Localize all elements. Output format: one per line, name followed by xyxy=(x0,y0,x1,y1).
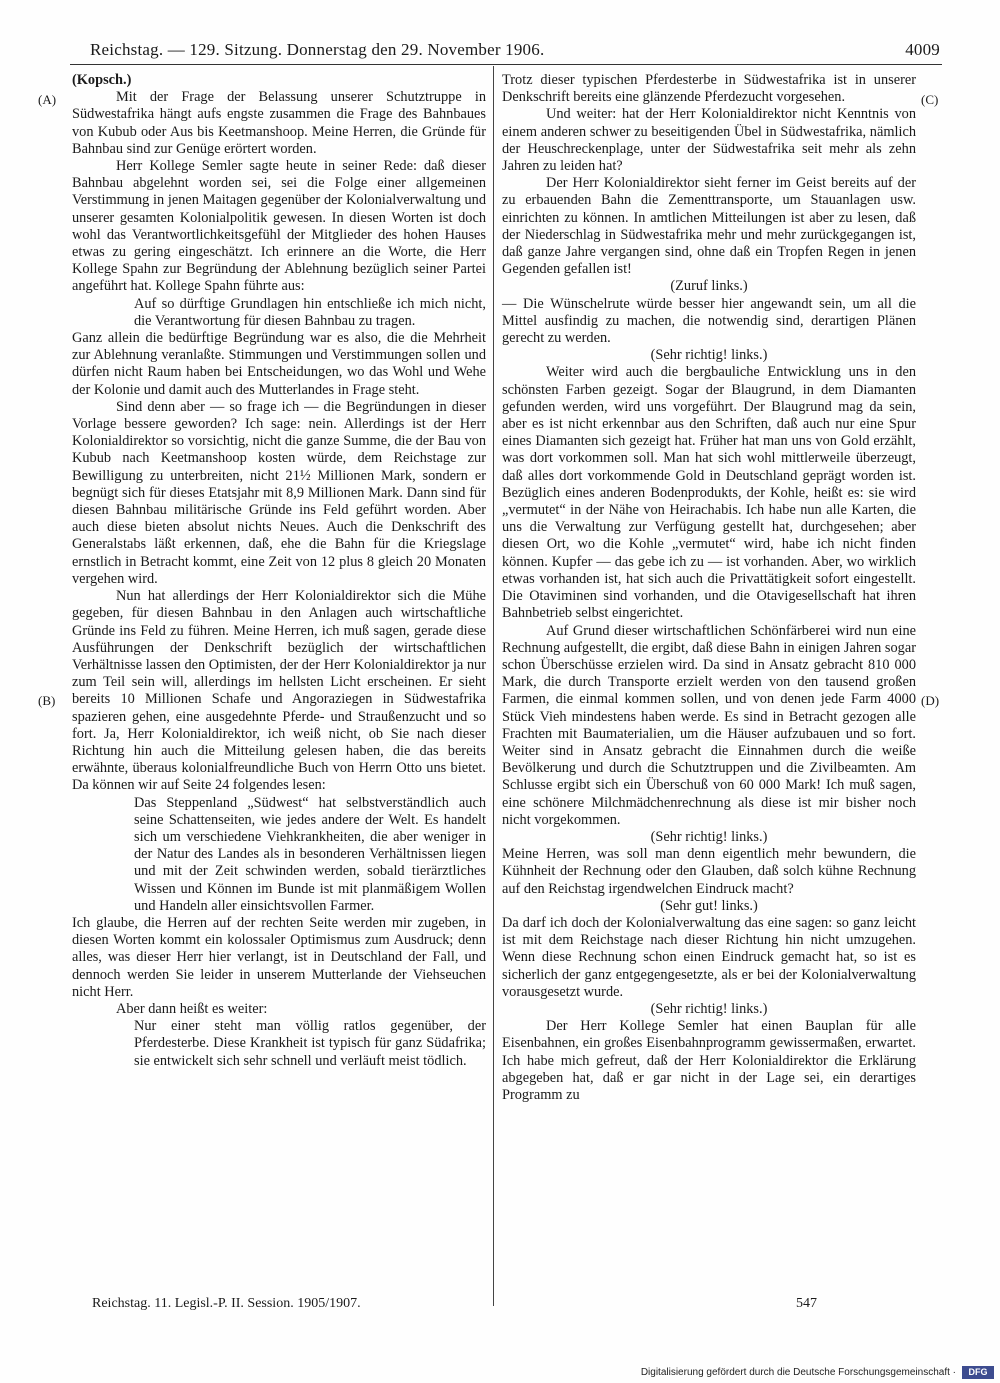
block-quote: Das Steppenland „Südwest“ hat selbstverständlich auch seine Schattenseiten, wie jedes andere der Welt. Es handelt sich um verschiedene Viehkrankheiten, die aber weniger in der Natur des Landes als in besonderen Verhältnissen liegen und mit der Zeit schwinden werden, sobald tierärztliches Wissen und Können im Bunde ist mit planmäßigem Wollen und Handeln aller einsichtsvollen Farmer. xyxy=(134,794,486,914)
block-quote: Auf so dürftige Grundlagen hin entschließe ich mich nicht, die Verantwortung für diesen Bahnbau zu tragen. xyxy=(134,295,486,329)
paragraph: — Die Wünschelrute würde besser hier angewandt sein, um all die Mittel ausfindig zu machen, die notwendig sind, derartigen Plänen gerecht zu werden. xyxy=(502,295,916,347)
paragraph: Aber dann heißt es weiter: xyxy=(116,1000,268,1017)
dfg-logo: DFG xyxy=(962,1366,994,1379)
paragraph: Ich glaube, die Herren auf der rechten Seite werden mir zugeben, in diesen Worten kommt ein kolossaler Optimismus zum Ausdruck; denn alles, was dieser Herr hier verlangt, ist in Deutschland der Fall, und dennoch werden Sie leider in unserem Mutterlande der Viehseuchen nicht Herr. xyxy=(72,914,486,1000)
paragraph: Herr Kollege Semler sagte heute in seiner Rede: daß dieser Bahnbau abgelehnt worden sei, sei die Folge einer allgemeinen Verstimmung in jenen Maitagen gegenüber der Kolonialverwaltung und unserer gesamten Kolonialpolitik gewesen. In diesen Worten ist doch wohl das Verantwortlichkeitsgefühl der Mitglieder des hohen Hauses etwas zu gering eingeschätzt. Ich erinnere an die Worte, die Herr Kollege Spahn zur Begründung der Ablehnung bezüglich seiner Partei angeführt hat. Kollege Spahn führte aus: xyxy=(72,158,486,295)
footer-signature-number: 547 xyxy=(796,1296,817,1311)
block-quote: Nur einer steht man völlig ratlos gegenüber, der Pferdesterbe. Diese Krankheit ist typisch für ganz Südafrika; sie entwickelt sich sehr schnell und verläuft meist tödlich. xyxy=(134,1018,486,1069)
margin-marker-a: (A) xyxy=(38,92,57,107)
footer-source: Reichstag. 11. Legisl.-P. II. Session. 1905/1907. xyxy=(92,1296,361,1311)
header-title: Reichstag. — 129. Sitzung. Donnerstag den 29. November 1906. xyxy=(90,40,545,59)
page-number: 4009 xyxy=(905,40,940,59)
paragraph: Sind denn aber — so frage ich — die Begründungen in dieser Vorlage bessere geworden? Ich sage: nein. Allerdings ist der Herr Kolonialdirektor so vorsichtig, nicht die ganze Summe, die der Bau von Kubub nach Keetmanshoop kosten würde, dem Reichstage zur Bewilligung zu unterbreiten, nicht 21½ Millionen Mark, sondern er begnügt sich für dieses Etatsjahr mit 8,9 Millionen Mark. Dann sind für diesen Bahnbau militärische Gründe ins Feld geführt worden. Aber auch diese bieten absolut nichts Neues. Auch die Denkschrift des Generalstabs läßt erkennen, daß, ehe die Bahn für die Kriegslage ernstlich in Betracht kommt, eine Zeit von 12 plus 8 gleich 20 Monaten vergehen wird. xyxy=(72,398,486,587)
interjection: (Sehr gut! links.) xyxy=(660,897,758,914)
right-column xyxy=(502,72,916,1104)
digitization-credit-text: Digitalisierung gefördert durch die Deutsche Forschungsgemeinschaft · xyxy=(640,1367,956,1378)
digitization-credit xyxy=(610,1364,1000,1383)
left-column xyxy=(72,72,486,1070)
margin-marker-c: (C) xyxy=(921,92,939,107)
column-divider xyxy=(493,66,494,1306)
paragraph: Ganz allein die bedürftige Begründung war es also, die die Mehrheit zur Ablehnung veranlaßte. Stimmungen und Verstimmungen sollen und dürfen nicht Raum haben bei Entscheidungen, wo das Wohl und Wehe der Kolonie und damit auch des Mutterlandes in Frage steht. xyxy=(72,330,486,398)
paragraph: Nun hat allerdings der Herr Kolonialdirektor sich die Mühe gegeben, für diesen Bahnbau in den Anlagen auch wirtschaftliche Gründe ins Feld zu führen. Meine Herren, ich muß sagen, gerade diese Ausführungen der Denkschrift bezüglich der wirtschaftlichen Verhältnisse lassen den Optimisten, der der Herr Kolonialdirektor ja nur zum Teil sein will, allerdings im hellsten Licht erscheinen. Er sieht bereits 10 Millionen Schafe und Angoraziegen in Südwestafrika spazieren gehen, eine ausgedehnte Pferde- und Straußenzucht und so fort. Ja, Herr Kolonialdirektor, ich weiß nicht, ob Sie nach dieser Richtung hin auch die Mitteilung gelesen haben, die das bereits erwähnte, überaus kolonialfreundliche Buch von Herrn Otto uns bietet. Da können wir auf Seite 24 folgendes lesen: xyxy=(72,588,486,794)
interjection: (Sehr richtig! links.) xyxy=(650,828,768,845)
paragraph: Der Herr Kollege Semler hat einen Bauplan für alle Eisenbahnen, ein großes Eisenbahnprogramm gewissermaßen, erwartet. Ich habe mich gefreut, daß der Herr Kolonialdirektor die Erklärung abgegeben hat, daß er gar nicht in der Lage sei, ein derartiges Programm zu xyxy=(502,1018,916,1103)
paragraph: Meine Herren, was soll man denn eigentlich mehr bewundern, die Kühnheit der Rechnung oder den Glauben, daß solch kühne Rechnung auf den Reichstag irgendwelchen Eindruck macht? xyxy=(502,846,916,897)
paragraph: Trotz dieser typischen Pferdesterbe in Südwestafrika ist in unserer Denkschrift bereits eine glänzende Pferdezucht vorgesehen. xyxy=(502,72,916,106)
header-rule xyxy=(70,64,942,65)
running-header xyxy=(70,36,940,64)
margin-marker-d: (D) xyxy=(921,693,940,708)
interjection: (Zuruf links.) xyxy=(670,278,748,295)
paragraph: Auf Grund dieser wirtschaftlichen Schönfärberei wird nun eine Rechnung aufgestellt, die ergibt, daß diese Bahn in einigen Jahren sogar schon Überschüsse erzielen wird. Da sind in Ansatz gebracht 810 000 Mark, die durch Transporte erzielt werden von den tausend großen Farmen, die einmal kommen sollen, und von denen jede Farm 4000 Stück Vieh mindestens haben werde. Es sind in Betracht gezogen alle Frachten mit Baumaterialien, um die Häuser aufzubauen und so fort. Weiter sind in Ansatz gebracht die Einnahmen durch die weiße Bevölkerung und durch die Schutztruppen und die Zivilbeamten. Am Schlusse ergibt sich ein Überschuß von 60 000 Mark! Ich muß sagen, eine schönere Milchmädchenrechnung als diese ist mir bisher noch nicht vorgekommen. xyxy=(502,622,916,828)
paragraph: Weiter wird auch die bergbauliche Entwicklung uns in den schönsten Farben gezeigt. Sogar der Blaugrund, in dem Diamanten gefunden werden, wird uns vorgeführt. Der Blaugrund mag da sein, aber es ist nicht erkennbar aus den Schriften, daß auch nur eine Spur eines Diamanten sich gezeigt hat. Früher hat man uns von Gold erzählt, was dort vorkommen soll. Man hat sich wohl mittlerweile überzeugt, daß alles dort vorkommende Gold in Deutschland geprägt worden ist. Bezüglich eines anderen Bodenprodukts, der Kohle, heißt es: sie wird „vermutet“ in der Nähe von Heirachabis. Ich habe nun alle Karten, die uns die Verwaltung zur Verfügung gestellt hat, durchgesehen; aber diesen Ort, wo die Kohle „vermutet“ wird, habe ich nicht finden können. Kupfer — das gebe ich zu — ist vorhanden. Aber, wo wirklich etwas vorhanden ist, hat sich auch die Privattätigkeit sofort eingestellt. Die Otaviminen sind vorhanden, und die Otavigesellschaft hat ihren Bahnbetrieb selbst eingerichtet. xyxy=(502,364,916,622)
paragraph: Der Herr Kolonialdirektor sieht ferner im Geist bereits auf der zu erbauenden Bahn die Zementtransporte, um Stauanlagen usw. einrichten zu können. In amtlichen Mitteilungen ist aber zu lesen, daß der Niederschlag in Südwestafrika mehr und mehr zurückgegangen ist, daß ganze Jahre vergangen sind, ohne daß ein Tropfen Regen in jenen Gegenden gefallen ist! xyxy=(502,175,916,278)
paragraph: Mit der Frage der Belassung unserer Schutztruppe in Südwestafrika hängt aufs engste zusammen die Frage des Bahnbaues von Kubub oder Aus bis Keetmanshoop. Meine Herren, die Gründe für Bahnbau sind zur Genüge erörtert worden. xyxy=(72,89,486,157)
margin-marker-b: (B) xyxy=(38,693,56,708)
paragraph: Da darf ich doch der Kolonialverwaltung das eine sagen: so ganz leicht ist mit dem Reichstage nach dieser Richtung hin nicht umzugehen. Wenn diese Rechnung schon einen Eindruck gemacht hat, so ist es sicherlich der ganz entgegengesetzte, als er bei der Kolonialverwaltung vorausgesetzt wurde. xyxy=(502,914,916,1000)
interjection: (Sehr richtig! links.) xyxy=(650,347,768,364)
interjection: (Sehr richtig! links.) xyxy=(650,1000,768,1017)
speaker-name: (Kopsch.) xyxy=(72,72,132,88)
paragraph: Und weiter: hat der Herr Kolonialdirektor nicht Kenntnis von einem anderen schwer zu beseitigenden Übel in Südwestafrika, nämlich der Heuschreckenplage, unter der Südwestafrika seit mehr als zehn Jahren zu leiden hat? xyxy=(502,106,916,175)
